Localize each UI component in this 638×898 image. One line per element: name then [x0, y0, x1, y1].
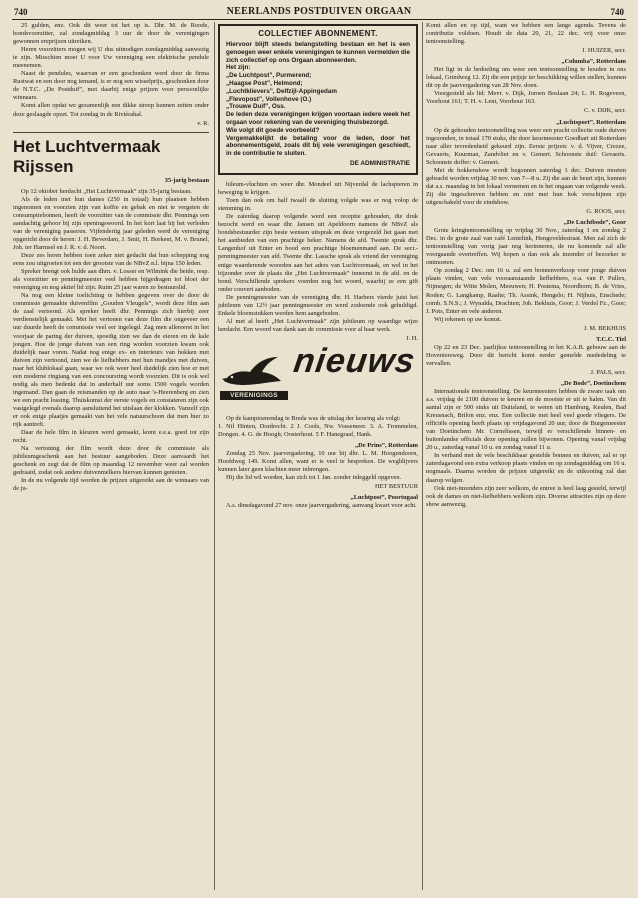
- club-list-item: „De Luchtpost”, Purmerend;: [226, 72, 312, 80]
- article-subtitle: 35-jarig bestaan: [164, 176, 209, 184]
- page-number-left: 740: [14, 7, 28, 17]
- paragraph: Wij rekenen op uw komst.: [434, 315, 502, 323]
- divider: [13, 132, 209, 133]
- paragraph: bileum-vluchten en weer dhr. Mondeel uit Nijverdal de lachspieren in beweging te krijgen.: [218, 181, 418, 197]
- paragraph: Komt allen en op tijd, want we hebben een lange agenda. Tevens de contributie voldoen. Houdt de data 20, 21, 22 dec. vrij voor onze tentoonstelling.: [426, 22, 626, 46]
- box-lead: Het zijn:: [226, 64, 251, 72]
- club-heading: „De Bode”, Doetinchem: [560, 379, 626, 387]
- masthead: NEERLANDS POSTDUIVEN ORGAAN: [226, 6, 412, 17]
- paragraph: A.s. dinsdagavond 27 nov. onze jaarvergadering, aanvang kwart voor acht.: [226, 502, 417, 510]
- paragraph: Als de leden met hun dames (250 in totaal) hun plaatsen hebben ingenomen en voorzien zijn van koffie en gebak en niet te vergeten de consumptiebonnen, heeft de voorzitter van de commissie dhr. Pennings een aandachtig gehoor bij zijn openingswoord. In het kort laat hij het verleden van de vereniging passeren. Vijfendertig jaar geleden werd de vereniging opgericht door de heren: J. H. Beverdam, J. Smit, H. Borkent, M. v. Brunel, Joh. ter Harmsel en J. R. v. d. Noort.: [13, 195, 209, 251]
- box-paragraph: Vergemakkelijkt de betaling voor de leden, door het abonnementsgeld, zoals dit bij vele verenigingen geschiedt, in de contributie te sluiten.: [226, 134, 410, 158]
- paragraph: Zondag 25 Nov. jaarvergadering, 10 uur bij dhr. L. M. Hoogendoorn, Hoofdweg 149. Komt allen, want er is veel te bespreken. De wegblijvers kunnen later geen klachten meer inbrengen.: [218, 450, 418, 474]
- box-signature: DE ADMINISTRATIE: [350, 160, 410, 167]
- paragraph: Ook niet-inzenders zijn zeer welkom, de entree is heel laag gesteld, terwijl ook de dames en niet-liefhebbers welkom zijn. Diverse attracties zijn op deze show aanwezig,: [426, 484, 626, 508]
- paragraph: Daar de hele film in kleuren werd gemaakt, komt e.e.a. goed tot zijn recht.: [13, 429, 209, 445]
- club-list-item: „Haagse Post”, Helmond;: [226, 80, 303, 88]
- club-heading: „De Prins”, Rotterdam: [354, 442, 418, 450]
- paragraph: Op 22 en 23 Dec. jaarlijkse tentoonstelling in het K.A.B. gebouw aan de Hoveniersweg. Door dit bericht komt eerder gemelde mededeling te vervallen.: [426, 343, 626, 367]
- paragraph: Op 12 oktober herdacht „Het Luchtvermaak” zijn 35-jarig bestaan.: [21, 187, 192, 195]
- paragraph: Het ligt in de bedoeling om weer een tentoonstelling te houden in ons lokaal, Grindweg 12. Zij die een prijsje ter beschikking willen stellen, kunnen dit op de jaarvergadering van 28 Nov. doen.: [426, 66, 626, 90]
- column-divider: [214, 22, 215, 890]
- paragraph: Op de kampioenendag te Breda was de uitslag der keuring als volgt:: [226, 414, 401, 422]
- paragraph: De zaterdag daarop volgende werd een receptie gehouden, die druk bezocht werd en waar dhr. Jansen uit Apeldoorn namens de NBvZ als bondsbestuurder zijn beste wensen uitsprak en deze vergezeld liet gaan met het aanbieden van een prachtige beker. Namens de afd. Twente sprak dhr. Langenhof uit Enter en bood een prachtige bloemenmand aan. De secr.-penningmeester van afd. Twente dhr. Lassche sprak als vriend der vereniging enige waarderende woorden aan het adres van Luchtvermaak, en wel in het bijzonder over de plaats die „Het Luchtvermaak” inneemt in de afd. en de bond. Verschillende sprekers voerden nog het woord, waarbij ze een gift onder couvert aanboden.: [218, 213, 418, 293]
- paragraph: Al met al heeft „Het Luchtvermaak” zijn jubileum op waardige wijze herdacht. Een woord van dank aan de commissie voor al haar werk.: [218, 317, 418, 333]
- paragraph: Voorgesteld als lid: Mevr. v. Dijk, Joroen Boslaan 24; L. H. Rogeveen, Voorhout 161; T. H. v. Lent, Voorhout 163.: [426, 90, 626, 106]
- subscription-notice-box: [218, 24, 418, 175]
- signature: v. R.: [197, 119, 209, 127]
- column-left: [13, 22, 209, 892]
- paragraph: Deze zes heren hebben toen zeker niet gedacht dat hun schepping nog eens zou uitgroeien tot een der grootste van de NBvZ n.l. bijna 150 leden.: [13, 252, 209, 268]
- column-divider: [422, 22, 423, 890]
- club-heading: „Columba”, Rotterdam: [561, 58, 626, 66]
- club-heading: T.C.C. Tiel: [596, 335, 626, 343]
- header-rule: [12, 19, 626, 20]
- signature: J. PALS, secr.: [590, 368, 626, 376]
- logo-label: VERENIGINGS: [220, 391, 288, 400]
- logo-wordmark: nieuws: [291, 341, 418, 380]
- paragraph: Toen dan ook om half twaalf de sluiting volgde was er nog volop de stemming in.: [218, 197, 418, 213]
- page-number-right: 740: [610, 7, 624, 17]
- box-paragraph: De leden deze verenigingen krijgen voortaan iedere week het orgaan voor rekening van de vereniging thuisbezorgd.: [226, 111, 410, 127]
- paragraph: Hij die lid wil worden, kan zich tot 1 Jan. zonder inleggeld opgeven.: [226, 474, 402, 482]
- signature: J. HUIZER, secr.: [582, 47, 626, 55]
- paragraph: Op zondag 2 Dec. om 16 u. zal een bonnenverkoop voor jonge duiven plaats vinden, van vele vooraanstaande liefhebbers, o.a. van P. Pullex, Nijmegen; de Witte Molen, Meeuwen; H. Postema, Noordhorn; B. de Vries, Roden; G. Langkamp, Raalte; Th. Assink, Hengelo; H. Nijhuis, Enschede; comb. S.N.S.; J. Wynalda, Drachten; Joh. Bekhuis, Goor; J. Verdel Fz., Goor; J. Pots, Enter en vele anderen.: [426, 267, 626, 315]
- paragraph: In de nu volgende tijd worden de prijzen uitgereikt aan de winnaars van de ju-: [13, 477, 209, 493]
- paragraph: Grote kringtentoonstelling op vrijdag 30 Nov., zaterdag 1 en zondag 2 Dec. in de grote zaal van café Lentelink, Hengeveldestraat. Men zal zich de tentoonstelling van vorig jaar nog herinneren, de nu komende zal alle voorgaande overtreffen. Wij hopen u dan ook als inzender of bezoeker te ontmoeten.: [426, 227, 626, 267]
- box-paragraph: Wie volgt dit goede voorbeeld?: [226, 126, 320, 134]
- pigeon-icon: [218, 351, 288, 393]
- paragraph: Na nog een kleine toelichting te hebben gegeven over de door de commissie gemaakte duivenfilm „Gouden Vleugels”, wordt deze film aan de zaal vertoond. Als spreker heeft dhr. Pennings zich hierbij zeer verdienstelijk gemaakt. Met het vertonen van deze film die ongeveer een uur duurde heeft de commissie veel eer ingelegd. Zag men allereerst in het voorjaar de paring der duiven, spoedig zien we dan de eieren en de kale jongen. Hoe de jonge duiven van een ring worden voorzien kwam ook duidelijk naar voren. Nadat nog enige ex- en interieurs van hokken met duiven zijn vertoond, zien we de liefhebbers met hun mandjes met duiven, naar het klublokaal gaan, waar we ook weer heel duidelijk zien hoe er met een moderne ringtang van een concoursring wordt voorzien. Dit is ook wel nodig als men bedenkt dat in anderhalf uur soms 1500 vogels worden ingemand. Dan gaan de reismanden op de auto naar 's-Heerenberg en zien we een pracht lossing. Thuiskomst der eerste vogels en constateren zijn ook vastgelegd evenals daarop aansluitend het uitslaan der klokken. Vanzelf zijn er ook enige plaatjes gemaakt van het vele natuurschoon dat men hier zo rijk aantreft.: [13, 292, 209, 429]
- paragraph: Spreker brengt ook hulde aan dhrn. v. Losser en Wilmink die beide, resp. als voorzitter en penningmeester veel hebben bijgedragen tot bloei der vereniging en nog aktief lid zijn. Ruim 25 jaar waren ze bestuurslid.: [13, 268, 209, 292]
- paragraph: Naast de pendules, waarvan er een geschonken werd door de firma Rustwat en een door nog iemand, is er nog een wisselprijs, geschonken door de N.T.C. „De Postduif”, met daarbij enige prijzen voor persoonlijke winnaars.: [13, 70, 209, 102]
- club-list-item: „Flevopost”, Vollenhove (O.): [226, 95, 312, 103]
- article-title: Het Luchtvermaak Rijssen: [13, 136, 161, 176]
- signature: C. v. DIJK, secr.: [583, 107, 626, 115]
- paragraph: 25 gulden, enz. Ook dit weer tot het op is. Dhr. M. de Roode, bondsvoorzitter, zal zondagmiddag 3 uur de door de verenigingen gewonnen ereprijzen uitreiken.: [13, 22, 209, 46]
- paragraph: De penningmeester van de vereniging dhr. H. Harbers vierde juist het jubileum van 12½ jaar penningmeester en werd zodoende ook gehuldigd. Enkele bloemstukken werden hem aangeboden.: [218, 293, 418, 317]
- club-heading: „Luchtsport”, Rotterdam: [556, 118, 626, 126]
- club-list-item: „Trouwe Duif”, Oss.: [226, 103, 286, 111]
- signature: G. ROOS, secr.: [586, 208, 626, 216]
- column-right: [426, 22, 626, 892]
- paragraph: In verband met de vele beschikbaar gestelde bonnen en duiven, zal er op zaterdagavond een extra verkoop plaats vinden en op zondagmiddag om 16 u. nogmaals. Daarna worden de prijzen uitgereikt en de uitkooiing zal dan daarop volgen.: [426, 452, 626, 484]
- paragraph: Heren voorzitters mogen wij U dus uitnodigen zondagmiddag aanwezig te zijn. Misschien moet U voor Uw vereniging een elektrische pendule meenemen.: [13, 46, 209, 70]
- signature: J. M. BEKHUIS: [583, 324, 626, 332]
- box-paragraph: Hiervoor blijft steeds belangstelling bestaan en het is een genoegen weer enkele verenigingen te kunnen vermelden die zich collectief op ons Orgaan abonneerden.: [226, 41, 410, 64]
- paragraph: Komt allen opdat we gezamenlijk een dikke streep kunnen zetten onder deze geslaagde opzet. Tot zondag in de Rivièrahal.: [13, 102, 209, 118]
- club-list-item: „Luchtklievers”, Delfzijl-Appingedam: [226, 87, 337, 95]
- club-heading: „De Luchtbode”, Goor: [563, 219, 626, 227]
- paragraph: Met de hokkenshow wordt begonnen zaterdag 1 dec. Duiven moeten gebracht worden vrijdag 30 nov. van 7—8 u. Zij die aan de beurt zijn, kunnen dat a.s. maandag in het lokaal vernemen en in het ongaan van volgende week. Zij die ingeschreven hebben en niet met hun hok verschijnen zijn uitgeschakeld voor de eindshow.: [426, 166, 626, 206]
- paragraph: Internationale tentoonstelling. De keurmeesters hebben de zware taak om a.s. vrijdag de 2100 duiven te keuren en de mooiste er uit te halen. Van dit aantal zijn er 500 stuks uit Duitsland, te weten uit Hamburg, Keulen, Bad Kreusnach, Brilon enz. enz. Een collectie met heel veel goede vliegers. De officiële opening heeft plaats op vrijdagavond 20 uur, door de Burgemeester van Doetinchem Mr. Cornelissen, terwijl er verschillende binnen- en buitenlandse officials deze opening zullen bijwonen. Opening vanaf vrijdag 20 u., zaterdag vanaf 10 u. en zondag vanaf 11 u.: [426, 388, 626, 452]
- verenigingsnieuws-logo: [218, 341, 418, 409]
- column-middle: [218, 22, 418, 892]
- paragraph: 1. Nil Hinten, Dordrecht. 2 J. Cools, Nw. Vossemeer. 3. A. Trommelen, Dongen. 4. G. de Hoogh; Oosterhout. 5 F. Hanegraaf, Hank.: [218, 423, 418, 439]
- signature: J. H.: [406, 334, 418, 342]
- club-heading: „Luchtpost”, Poortugaal: [350, 494, 418, 502]
- signature: HET BESTUUR: [374, 483, 418, 491]
- box-title: COLLECTIEF ABONNEMENT.: [258, 29, 378, 38]
- paragraph: Na vertoning der film wordt deze door de commissie als jubileumgeschenk aan het bestuur aangeboden. Deze aanvaardt het geschenk en zegt dat de film op maandag 12 november weer zal worden gedraaid, zodat ook andere duivenmelkers hiervan kunnen genieten.: [13, 445, 209, 477]
- paragraph: Op de gehouden tentoonstelling was weer een pracht collectie oude duiven ingezonden, in totaal 170 stuks, die door keurmeester Goedhart uit Rotterdam naar aller tevredenheid gekeurd zijn. Eerste prijzen: v. d. Vijver, Crezee, Gevaerts, Kuurman, Zandvliet en v. Gemert. Schoonste duif: Gevaerts. Schoonste doffer: v. Gemert.: [426, 126, 626, 166]
